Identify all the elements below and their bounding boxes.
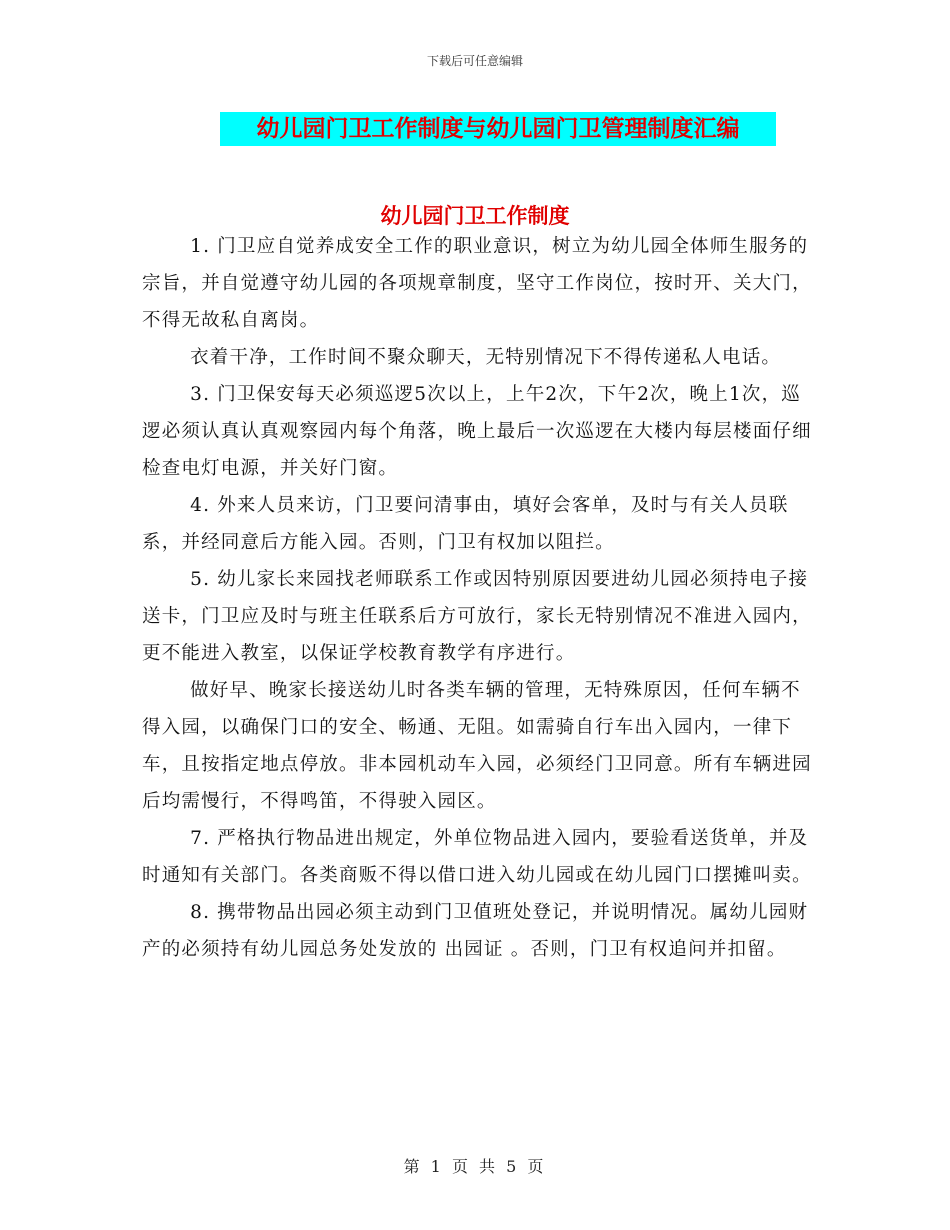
paragraph-3: 3. 门卫保安每天必须巡逻5次以上，上午2次，下午2次，晚上1次，巡逻必须认真认真观察园内每个角落，晚上最后一次巡逻在大楼内每层楼面仔细检查电灯电源，并关好门窗。 <box>142 384 812 479</box>
paragraph-7: 7. 严格执行物品进出规定，外单位物品进入园内，要验看送货单，并及时通知有关部门。各类商贩不得以借口进入幼儿园或在幼儿园门口摆摊叫卖。 <box>142 828 812 886</box>
paragraph-6: 做好早、晚家长接送幼儿时各类车辆的管理，无特殊原因，任何车辆不得入园，以确保门口的安全、畅通、无阻。如需骑自行车出入园内，一律下车，且按指定地点停放。非本园机动车入园，必须经门卫同意。所有车辆进园后均需慢行，不得鸣笛，不得驶入园区。 <box>142 680 812 812</box>
document-title: 幼儿园门卫工作制度与幼儿园门卫管理制度汇编 <box>220 112 776 146</box>
paragraph-4: 4. 外来人员来访，门卫要问清事由，填好会客单，及时与有关人员联系，并经同意后方能入园。否则，门卫有权加以阻拦。 <box>142 495 789 553</box>
paragraph-2: 衣着干净，工作时间不聚众聊天，无特别情况下不得传递私人电话。 <box>190 347 782 368</box>
paragraph-8: 8. 携带物品出园必须主动到门卫值班处登记，并说明情况。属幼儿园财产的必须持有幼儿园总务处发放的 出园证 。否则，门卫有权追问并扣留。 <box>142 902 809 960</box>
page-number: 第 1 页 共 5 页 <box>403 1157 547 1176</box>
document-body <box>142 228 818 968</box>
paragraph-1: 1. 门卫应自觉养成安全工作的职业意识，树立为幼儿园全体师生服务的宗旨，并自觉遵守幼儿园的各项规章制度，坚守工作岗位，按时开、关大门，不得无故私自离岗。 <box>142 236 812 331</box>
header-note: 下载后可任意编辑 <box>426 54 523 68</box>
paragraph-5: 5. 幼儿家长来园找老师联系工作或因特别原因要进幼儿园必须持电子接送卡，门卫应及时与班主任联系后方可放行，家长无特别情况不准进入园内，更不能进入教室，以保证学校教育教学有序进行。 <box>142 569 812 664</box>
section-title: 幼儿园门卫工作制度 <box>380 204 570 228</box>
